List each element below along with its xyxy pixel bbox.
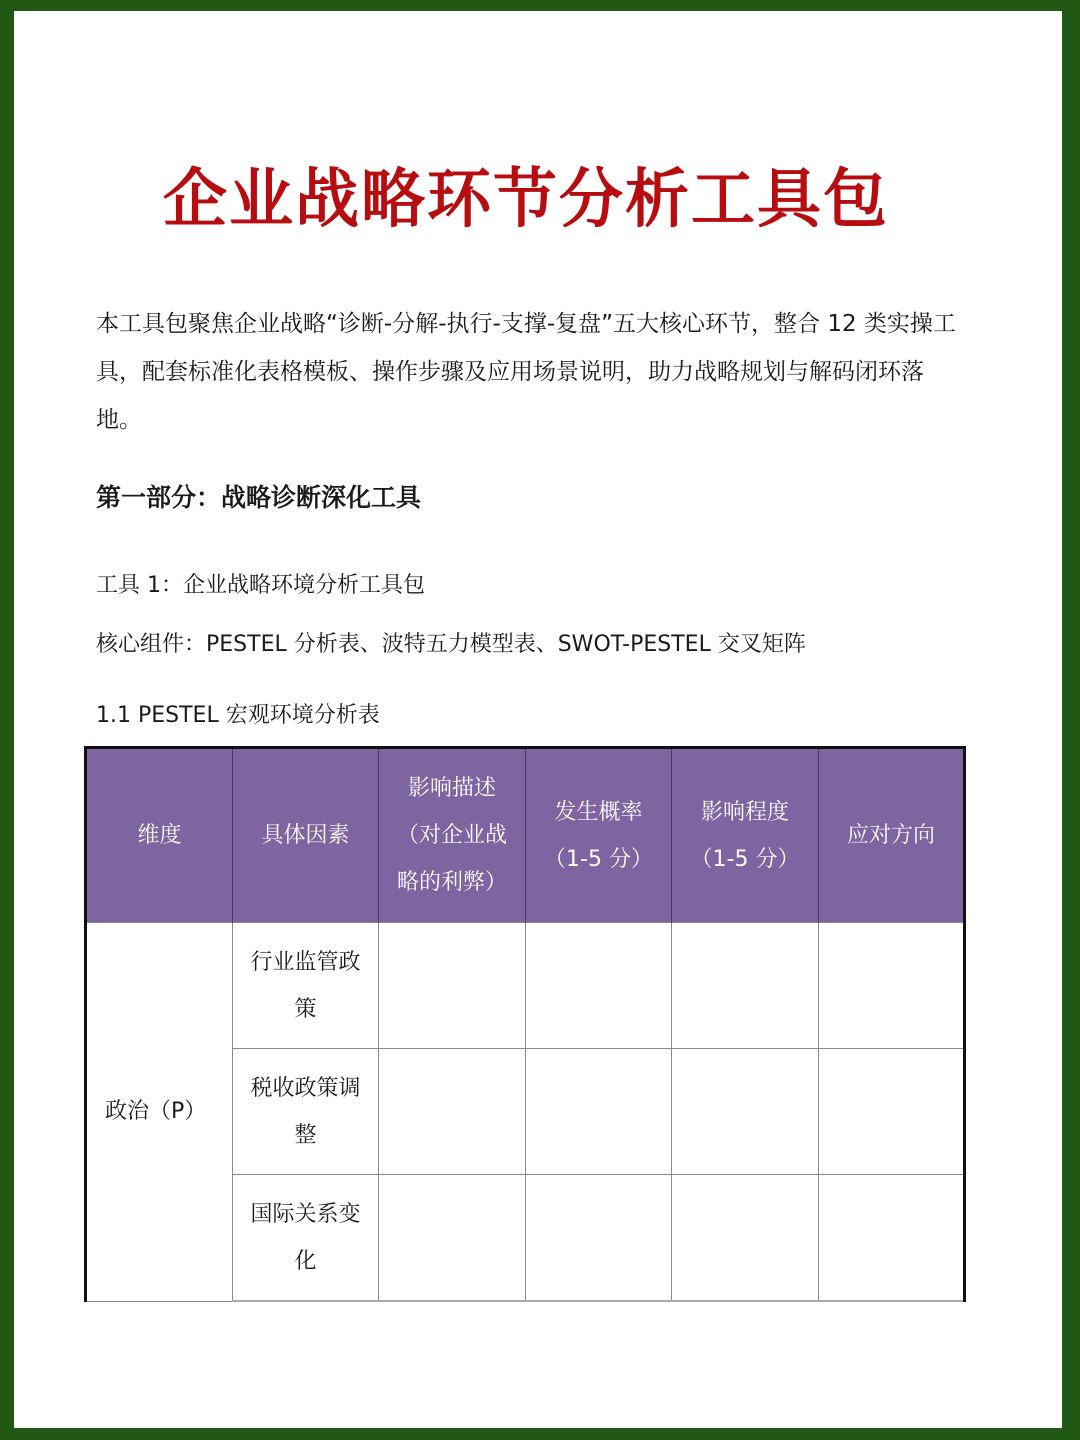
table-row [86, 923, 965, 1049]
document-title: 企业战略环节分析工具包 [163, 163, 889, 237]
tool-title: 工具 1：企业战略环境分析工具包 [96, 573, 425, 598]
impact-cell[interactable] [379, 923, 526, 1049]
header-factor: 具体因素 [233, 748, 379, 923]
factor-cell: 税收政策调整 [233, 1049, 379, 1175]
core-components: 核心组件：PESTEL 分析表、波特五力模型表、SWOT-PESTEL 交叉矩阵 [96, 632, 806, 657]
header-impact: 影响描述（对企业战略的利弊） [379, 748, 526, 923]
dimension-cell: 政治（P） [86, 923, 233, 1302]
header-degree: 影响程度（1-5 分） [672, 748, 819, 923]
impact-cell[interactable] [379, 1049, 526, 1175]
response-cell[interactable] [819, 923, 965, 1049]
degree-cell[interactable] [672, 1175, 819, 1302]
probability-cell[interactable] [526, 1049, 672, 1175]
intro-paragraph: 本工具包聚焦企业战略“诊断-分解-执行-支撑-复盘”五大核心环节，整合 12 类实操工具，配套标准化表格模板、操作步骤及应用场景说明，助力战略规划与解码闭环落地。 [96, 311, 956, 433]
probability-cell[interactable] [526, 923, 672, 1049]
table-title: 1.1 PESTEL 宏观环境分析表 [96, 703, 380, 728]
section-heading: 第一部分：战略诊断深化工具 [96, 483, 422, 512]
degree-cell[interactable] [672, 1049, 819, 1175]
header-probability: 发生概率（1-5 分） [526, 748, 672, 923]
response-cell[interactable] [819, 1175, 965, 1302]
factor-cell: 国际关系变化 [233, 1175, 379, 1302]
pestel-table [84, 746, 966, 1302]
response-cell[interactable] [819, 1049, 965, 1175]
factor-cell: 行业监管政策 [233, 923, 379, 1049]
header-response: 应对方向 [819, 748, 965, 923]
table-header-row [86, 748, 965, 923]
impact-cell[interactable] [379, 1175, 526, 1302]
header-dimension: 维度 [86, 748, 233, 923]
probability-cell[interactable] [526, 1175, 672, 1302]
degree-cell[interactable] [672, 923, 819, 1049]
